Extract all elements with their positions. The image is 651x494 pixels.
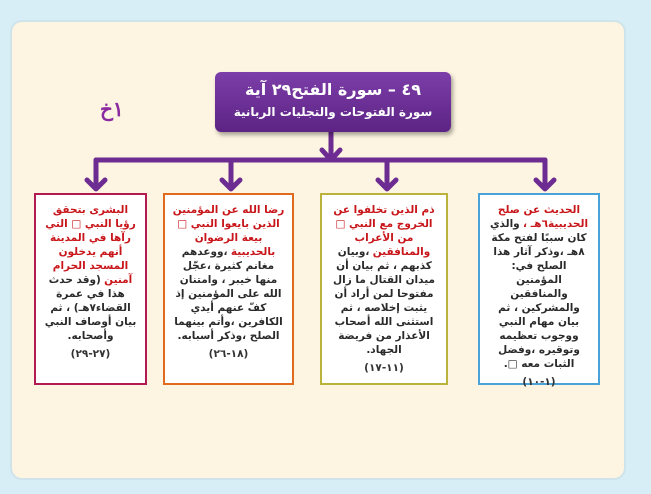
surah-title-box: [215, 72, 451, 132]
section-heading: البشرى بتحقق رؤيا النبي □ التي رآها في المدينة أنهم يدخلون المسجد الحرام آمنين: [45, 204, 136, 286]
section-card-4: [34, 193, 147, 385]
section-body: ،وبيان كذبهم ، ثم بيان أن ميدان القتال ما زال مفتوحا لمن أراد أن يثبت إخلاصه ، ثم استثنى الله أصحاب الأعذار من فريضة الجهاد.: [332, 246, 436, 356]
page-code-label: ١خ: [100, 97, 124, 121]
section-body: والذي كان سببًا لفتح مكة ٨هـ ،وذكر آثار هذا الصلح في: المؤمنين والمنافقين والمشركين ، ثم بيان مهام النبي ووجوب تعظيمه وتوقيره ،وفضل الثبات معه □.: [489, 218, 587, 370]
surah-title: ٤٩ – سورة الفتح٢٩ آية: [244, 80, 422, 99]
section-body: ،ووعدهم مغانم كثيرة ،عجّل منها خيبر ، وامتنان الله على المؤمنين إذ كفّ عنهم أيدي الكافرين ،وأتم بينهما الصلح ،وذكر أسبابه.: [174, 246, 283, 342]
surah-subtitle: سورة الفتوحات والتجليات الربانية: [233, 105, 433, 119]
section-card-2: [320, 193, 448, 385]
section-card-1: [478, 193, 600, 388]
section-heading: الحديث عن صلح الحديبية٦هـ ،: [497, 204, 589, 230]
verse-range: (١-١٠): [522, 376, 556, 388]
section-heading: ذم الذين تخلفوا عن الخروج مع النبي □ من الأعراب والمنافقين: [333, 204, 435, 258]
verse-range: (٢٧-٢٩): [70, 348, 111, 360]
verse-range: (١٨-٢٦): [208, 348, 249, 360]
section-body: (وقد حدث هذا في عمرة القضاء٧هـ) ، ثم بيان أوصاف النبي وأصحابه.: [44, 274, 137, 342]
verse-range: (١١-١٧): [364, 362, 404, 374]
section-heading: رضا الله عن المؤمنين الذين بايعوا النبي □ بيعة الرضوان بالحديبية: [172, 204, 285, 258]
section-card-3: [163, 193, 294, 385]
